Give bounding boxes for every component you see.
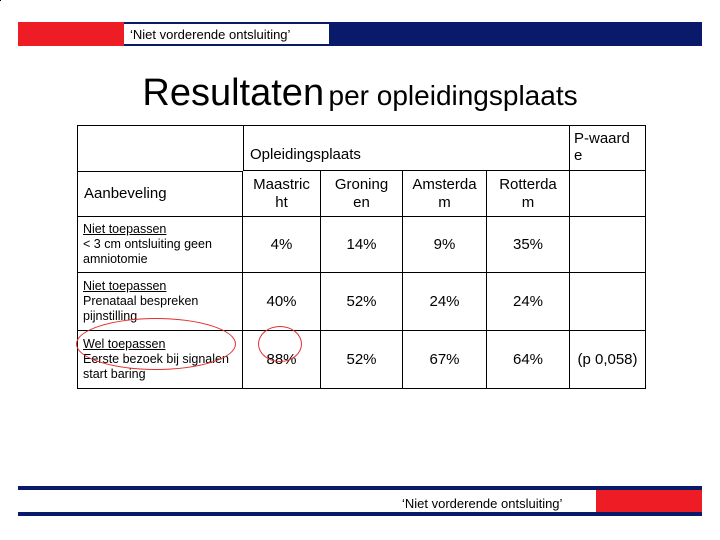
table-cell: 64% (487, 331, 570, 389)
table-cell: 14% (321, 217, 403, 273)
row-label-line1: Wel toepassen (83, 337, 166, 351)
table-empty-corner (77, 125, 243, 171)
header-red-bar (18, 22, 124, 46)
table-cell: 67% (403, 331, 487, 389)
footer-navy-bar-bottom (18, 512, 702, 516)
column-header-maastricht (243, 171, 321, 217)
column-header-amsterdam (403, 171, 487, 217)
column-header-text: Groningen (334, 175, 389, 211)
row-label-line2: < 3 cm ontsluiting geen amniotomie (83, 237, 212, 266)
table-cell: 24% (403, 273, 487, 331)
table-cell: 35% (487, 217, 570, 273)
table-cell: 4% (243, 217, 321, 273)
row-label-line2: Prenataal bespreken pijnstilling (83, 294, 199, 323)
group-header: Opleidingsplaats (243, 125, 570, 171)
table-cell: 52% (321, 331, 403, 389)
column-header-text: Amsterdam (412, 175, 477, 211)
table-row-label-1 (77, 217, 243, 273)
title-rest: per opleidingsplaats (328, 80, 578, 111)
column-header-groningen (321, 171, 403, 217)
footer-banner-text: ‘Niet vorderende ontsluiting’ (402, 496, 563, 511)
annotation-circle-value (258, 326, 302, 362)
column-header-rotterdam (487, 171, 570, 217)
row-header: Aanbeveling (77, 171, 243, 217)
page-title (0, 72, 720, 115)
row-label-line2: Eerste bezoek bij signalen start baring (83, 352, 229, 381)
column-header-text: Maastricht (253, 175, 310, 211)
title-main: Resultaten (142, 72, 325, 114)
row-label-line1: Niet toepassen (83, 279, 167, 293)
p-value-header (570, 125, 646, 171)
table-cell: 9% (403, 217, 487, 273)
p-value-header-text: P-waarde (574, 130, 630, 164)
header-banner-text: ‘Niet vorderende ontsluiting’ (130, 27, 291, 42)
p-value-column-blank (570, 171, 646, 217)
table-cell-p (570, 217, 646, 273)
footer-red-bar (596, 490, 702, 512)
table-cell-p (570, 273, 646, 331)
row-label-line1: Niet toepassen (83, 222, 167, 236)
table-cell: 40% (243, 273, 321, 331)
annotation-circle-label (76, 318, 236, 370)
table-cell: 24% (487, 273, 570, 331)
table-cell: 52% (321, 273, 403, 331)
table-cell-p: (p 0,058) (570, 331, 646, 389)
table-cell: 88% (243, 331, 321, 389)
column-header-text: Rotterdam (499, 175, 557, 211)
